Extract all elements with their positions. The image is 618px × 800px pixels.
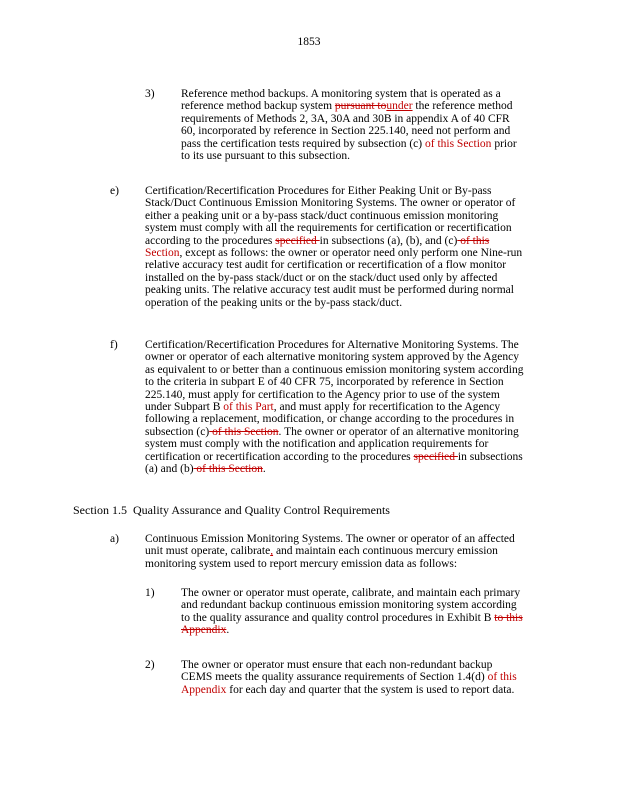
text-line (145, 401, 523, 413)
deleted-text: to this (494, 611, 523, 624)
text-line: system must comply with the notification and application requirements for (145, 438, 489, 451)
text-line: 225.140, must apply for certification to the Agency prior to use of the system (145, 388, 500, 401)
deleted-text: of this Section (193, 463, 263, 476)
text-line (145, 451, 523, 463)
text-line (181, 684, 517, 696)
text-line: either a peaking unit or a by-pass stack/duct continuous emission monitoring (145, 209, 499, 222)
text-span: certification or recertification according to the procedures (145, 450, 414, 463)
deleted-text: of this (457, 234, 490, 247)
text-span: in subsections (457, 450, 523, 463)
text-line: peaking units. The relative accuracy test audit must be performed during normal (145, 284, 514, 297)
deleted-text: of this Section (209, 425, 279, 438)
text-span: . (262, 463, 266, 476)
sub-1-label: 1) (145, 587, 155, 599)
text-span: in subsections (a), (b), and (c) (319, 234, 458, 247)
text-line: The owner or operator must operate, calibrate, and maintain each primary (181, 587, 521, 599)
deleted-text: Appendix (181, 624, 227, 637)
text-line: Certification/Recertification Procedures for Either Peaking Unit or By-pass (145, 185, 492, 197)
text-line: to the criteria in subpart E of 40 CFR 75, incorporated by reference in Section (145, 376, 504, 389)
text-line (145, 545, 515, 557)
text-span: . (226, 624, 230, 637)
section-heading (73, 503, 390, 517)
text-line (181, 138, 517, 150)
sub-2-paragraph (181, 659, 517, 696)
deleted-text: pursuant to (334, 100, 387, 113)
item-3-label: 3) (145, 88, 155, 100)
inserted-text: Appendix (181, 683, 227, 696)
item-3-paragraph (181, 88, 517, 162)
text-line: operation of the peaking units or the by-pass stack/duct. (145, 296, 403, 309)
text-line: system must comply with all the requirements for certification or recertification (145, 222, 512, 235)
inserted-text: , (270, 545, 274, 558)
text-line: relative accuracy test audit for certification or recertification of a flow monitor (145, 259, 507, 272)
text-line (145, 247, 522, 259)
text-span: unit must operate, calibrate (145, 545, 271, 558)
text-line (181, 100, 517, 112)
item-a-label: a) (110, 533, 119, 545)
text-line: as equivalent to or better than a continuous emission monitoring system according (145, 363, 524, 376)
text-span: (a) and (b) (145, 463, 194, 476)
text-line: Reference method backups. A monitoring system that is operated as a (181, 88, 501, 100)
text-line (181, 624, 523, 636)
text-span: and maintain each continuous mercury emission (273, 545, 498, 558)
text-line (181, 612, 523, 624)
inserted-text: Section (145, 247, 180, 260)
item-e-paragraph (145, 185, 522, 309)
text-line: following a replacement, modification, or change according to the procedures in (145, 413, 515, 426)
text-span: , except as follows: the owner or operator need only perform one Nine-run (179, 247, 523, 260)
text-line: The owner or operator must ensure that each non-redundant backup (181, 659, 493, 671)
text-span: subsection (c) (145, 425, 210, 438)
text-line: and redundant backup continuous emission monitoring system according (181, 599, 517, 612)
item-f-paragraph (145, 339, 523, 475)
text-line: 60, incorporated by reference in Section 225.140, need not perform and (181, 125, 511, 138)
text-span: prior (491, 137, 517, 150)
sub-1-paragraph (181, 587, 523, 637)
text-span: , and must apply for recertification to the Agency (273, 401, 501, 414)
item-f-label: f) (110, 339, 118, 351)
section-title: Quality Assurance and Quality Control Requirements (133, 503, 390, 517)
page-number: 1853 (297, 36, 321, 48)
item-e-label: e) (110, 185, 119, 197)
text-line (145, 426, 523, 438)
text-line (145, 235, 522, 247)
item-a-paragraph (145, 533, 515, 570)
text-line: installed on the by-pass stack/duct or on the stack/duct used only by affected (145, 271, 498, 284)
text-span: under Subpart B (145, 401, 224, 414)
inserted-text: under (386, 100, 413, 113)
inserted-text: of this Part (223, 401, 274, 414)
deleted-text: specified (413, 450, 458, 463)
text-line: Stack/Duct Continuous Emission Monitoring Systems. The owner or operator of (145, 197, 516, 210)
text-line: monitoring system used to report mercury emission data as follows: (145, 557, 458, 570)
sub-2-label: 2) (145, 659, 155, 671)
text-span: reference method backup system (181, 100, 335, 113)
text-span: according to the procedures (145, 234, 276, 247)
text-span: pass the certification tests required by subsection (c) (181, 137, 425, 150)
text-line: requirements of Methods 2, 3A, 30A and 30B in appendix A of 40 CFR (181, 112, 510, 125)
text-line: owner or operator of each alternative monitoring system approved by the Agency (145, 351, 519, 364)
text-line: Continuous Emission Monitoring Systems. The owner or operator of an affected (145, 533, 515, 545)
text-span: . The owner or operator of an alternative monitoring (278, 425, 519, 438)
section-number: Section 1.5 (73, 503, 127, 517)
inserted-text: of this Section (424, 137, 492, 150)
text-span: the reference method (412, 100, 513, 113)
inserted-text: of this (487, 671, 517, 684)
text-line: to its use pursuant to this subsection. (181, 150, 350, 163)
deleted-text: specified (275, 234, 320, 247)
text-line (181, 671, 517, 683)
text-span: to the quality assurance and quality control procedures in Exhibit B (181, 611, 495, 624)
text-line (145, 463, 523, 475)
text-span: CEMS meets the quality assurance requirements of Section 1.4(d) (181, 671, 488, 684)
text-line: Certification/Recertification Procedures for Alternative Monitoring Systems. The (145, 339, 519, 351)
text-span: for each day and quarter that the system is used to report data. (226, 683, 515, 696)
